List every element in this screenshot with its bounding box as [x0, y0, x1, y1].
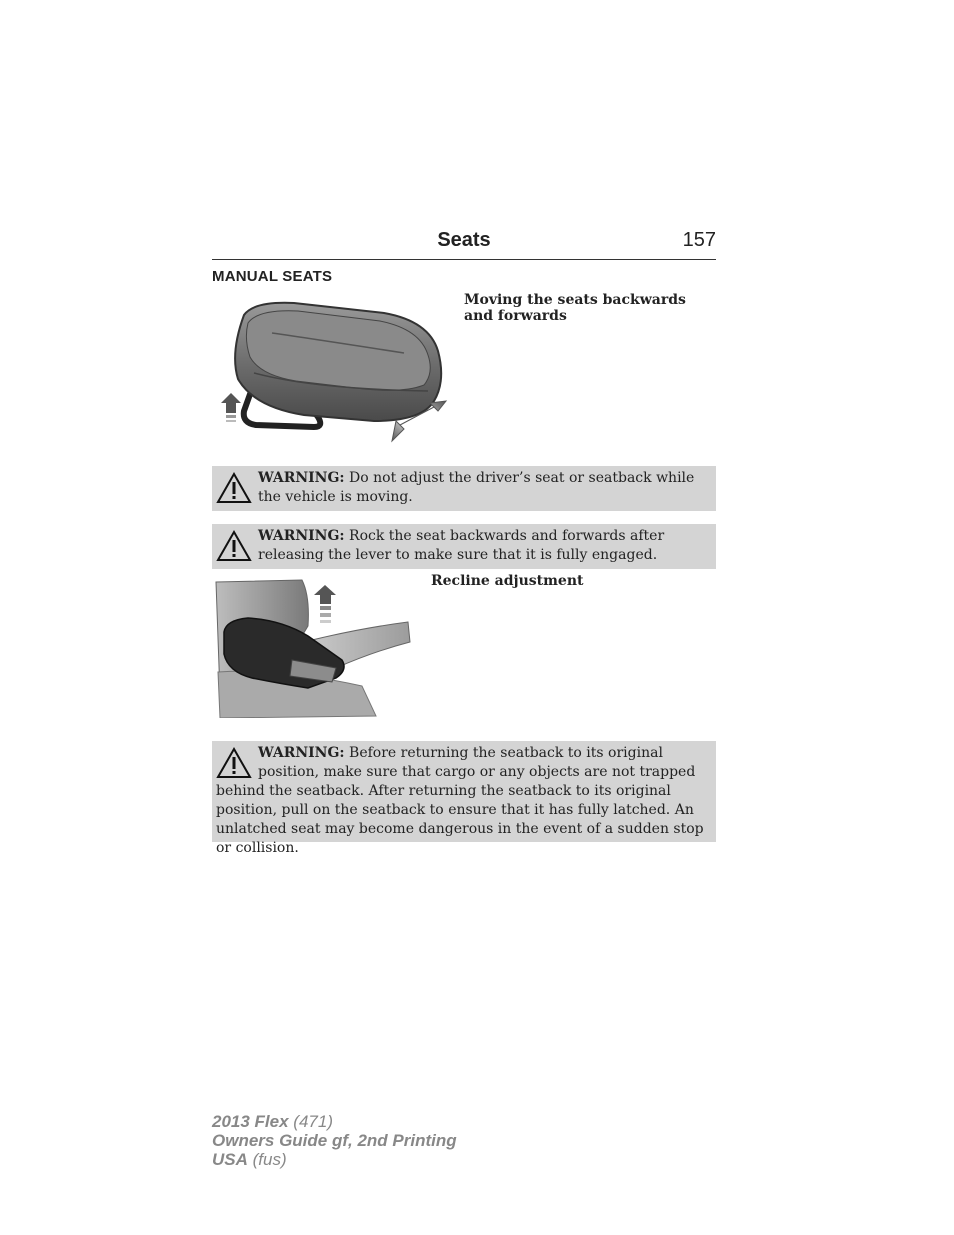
- footer-market: USA: [212, 1150, 248, 1169]
- warning-label: WARNING:: [258, 470, 345, 486]
- warning-triangle-icon: [216, 471, 252, 505]
- warning-triangle-icon: [216, 746, 252, 780]
- warning-box-1: [212, 466, 716, 511]
- page-number: 157: [682, 229, 716, 251]
- recline-lever-illustration: [212, 576, 412, 718]
- page-header: [212, 229, 716, 260]
- warning-label: WARNING:: [258, 745, 345, 761]
- warning-box-3: [212, 741, 716, 856]
- footer-line-1: [212, 1112, 457, 1131]
- recline-caption: Recline adjustment: [431, 573, 584, 589]
- footer-market-code: (fus): [252, 1150, 287, 1169]
- warning-text: Do not adjust the driver’s seat or seatback while the vehicle is moving.: [258, 470, 695, 505]
- footer-guide: Owners Guide gf, 2nd Printing: [212, 1131, 457, 1150]
- chapter-title: Seats: [437, 229, 491, 251]
- footer-model-code: (471): [293, 1112, 333, 1131]
- page-footer: [212, 1112, 457, 1169]
- warning-text: Before returning the seatback to its original position, make sure that cargo or any objects are not trapped behind the seatback. After returning the seatback to its original position, pull on the seatback to ensure that it has fully latched. An unlatched seat may become dangerous in the event of a sudden stop or collision.: [216, 745, 704, 856]
- warning-text: Rock the seat backwards and forwards after releasing the lever to make sure that it is fully engaged.: [258, 528, 665, 563]
- seat-slide-illustration: [214, 293, 454, 453]
- section-title: MANUAL SEATS: [212, 268, 333, 285]
- warning-label: WARNING:: [258, 528, 345, 544]
- footer-line-3: [212, 1150, 457, 1169]
- warning-box-2: [212, 524, 716, 569]
- footer-line-2: [212, 1131, 457, 1150]
- warning-triangle-icon: [216, 529, 252, 563]
- seat-slide-caption: Moving the seats backwards and forwards: [464, 292, 686, 324]
- footer-model: 2013 Flex: [212, 1112, 289, 1131]
